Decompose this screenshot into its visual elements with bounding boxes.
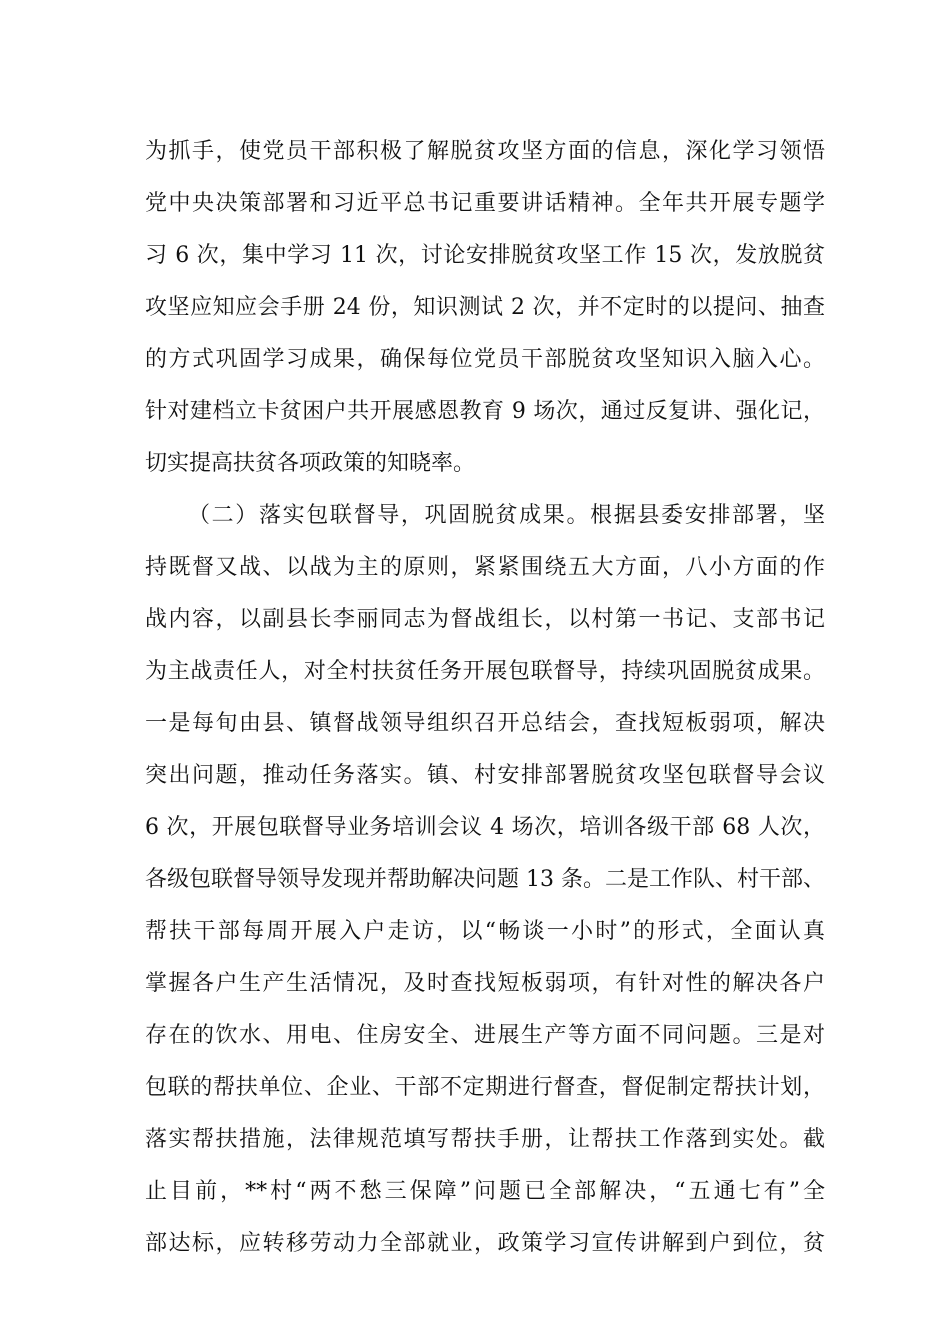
text-line: 攻坚应知应会手册 24 份，知识测试 2 次，并不定时的以提问、抽查	[145, 295, 825, 320]
text-line: 为主战责任人，对全村扶贫任务开展包联督导，持续巩固脱贫成果。	[145, 659, 825, 684]
text-line: 6 次，开展包联督导业务培训会议 4 场次，培训各级干部 68 人次，	[145, 815, 825, 840]
text-line: 止目前，**村“两不愁三保障”问题已全部解决，“五通七有”全	[145, 1179, 825, 1204]
text-line: 的方式巩固学习成果，确保每位党员干部脱贫攻坚知识入脑入心。	[145, 347, 825, 372]
text-line: 针对建档立卡贫困户共开展感恩教育 9 场次，通过反复讲、强化记，	[145, 399, 825, 424]
text-line: 习 6 次，集中学习 11 次，讨论安排脱贫攻坚工作 15 次，发放脱贫	[145, 243, 825, 268]
text-line: 突出问题，推动任务落实。镇、村安排部署脱贫攻坚包联督导会议	[145, 763, 825, 788]
text-line: 掌握各户生产生活情况，及时查找短板弱项，有针对性的解决各户	[145, 971, 825, 996]
section-heading-line: （二）落实包联督导，巩固脱贫成果。根据县委安排部署，坚	[188, 503, 825, 528]
text-line: 一是每旬由县、镇督战领导组织召开总结会，查找短板弱项，解决	[145, 711, 825, 736]
text-line: 包联的帮扶单位、企业、干部不定期进行督查，督促制定帮扶计划，	[145, 1075, 825, 1100]
text-line: 存在的饮水、用电、住房安全、进展生产等方面不同问题。三是对	[145, 1023, 825, 1048]
text-line: 战内容，以副县长李丽同志为督战组长，以村第一书记、支部书记	[145, 607, 825, 632]
text-line: 落实帮扶措施，法律规范填写帮扶手册，让帮扶工作落到实处。截	[145, 1127, 825, 1152]
text-line: 部达标，应转移劳动力全部就业，政策学习宣传讲解到户到位，贫	[145, 1231, 825, 1256]
text-line: 为抓手，使党员干部积极了解脱贫攻坚方面的信息，深化学习领悟	[145, 139, 825, 164]
text-line: 各级包联督导领导发现并帮助解决问题 13 条。二是工作队、村干部、	[145, 867, 825, 892]
text-line: 持既督又战、以战为主的原则，紧紧围绕五大方面，八小方面的作	[145, 555, 825, 580]
text-line: 帮扶干部每周开展入户走访，以“畅谈一小时”的形式，全面认真	[145, 919, 825, 944]
text-line: 党中央决策部署和习近平总书记重要讲话精神。全年共开展专题学	[145, 191, 825, 216]
text-line: 切实提高扶贫各项政策的知晓率。	[145, 451, 476, 476]
